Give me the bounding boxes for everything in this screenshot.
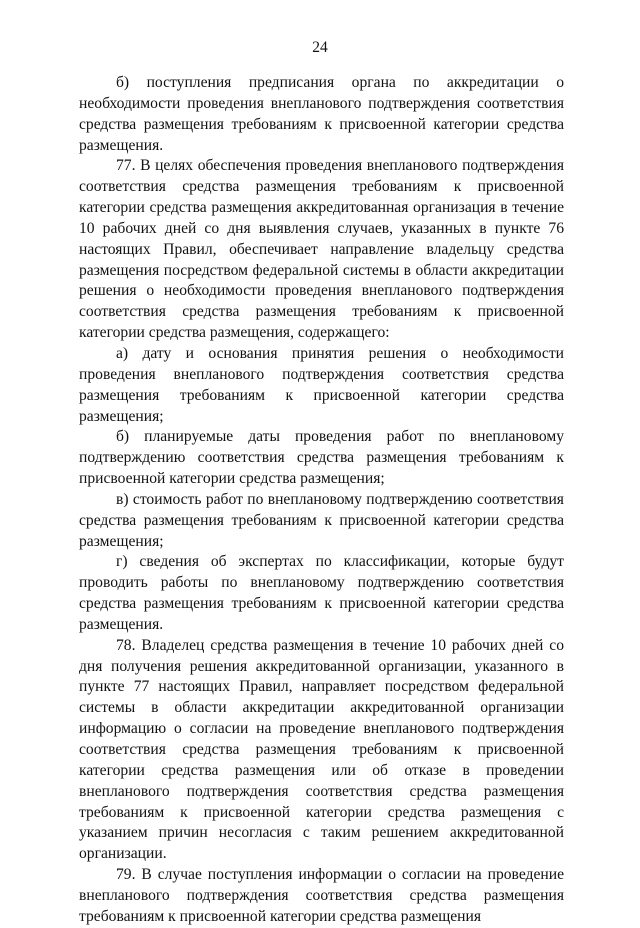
paragraph-77-item-a: а) дату и основания принятия решения о необходимости проведения внепланового подтверждения соответствия средства размещения требованиям к присвоенной категории средства размещения;	[79, 344, 564, 425]
paragraph-78: 78. Владелец средства размещения в течение 10 рабочих дней со дня получения решения аккредитованной организации, указанного в пункте 77 настоящих Правил, направляет посредством федеральной системы в области аккредитации аккредитованной организации информацию о согласии на проведение внепланового подтверждения соответствия средства размещения требованиям к присвоенной категории средства размещения или об отказе в проведении внепланового подтверждения соответствия средства размещения требованиям к присвоенной категории средства размещения с указанием причин несогласия с таким решением аккредитованной организации.	[79, 636, 564, 863]
page-number: 24	[312, 39, 328, 56]
paragraph-77-item-b: б) планируемые даты проведения работ по внеплановому подтверждению соответствия средства размещения требованиям к присвоенной категории средства размещения;	[79, 428, 564, 488]
document-body	[79, 73, 564, 928]
paragraph-77: 77. В целях обеспечения проведения внепланового подтверждения соответствия средства размещения требованиям к присвоенной категории средства размещения аккредитованная организация в течение 10 рабочих дней со дня выявления случаев, указанных в пункте 76 настоящих Правил, обеспечивает направление владельцу средства размещения посредством федеральной системы в области аккредитации решения о необходимости проведения внепланового подтверждения соответствия средства размещения требованиям к присвоенной категории средства размещения, содержащего:	[79, 157, 564, 342]
paragraph-79: 79. В случае поступления информации о согласии на проведение внепланового подтверждения соответствия средства размещения требованиям к присвоенной категории средства размещения	[79, 866, 564, 925]
paragraph-item-b-inspection: б) поступления предписания органа по аккредитации о необходимости проведения внепланового подтверждения соответствия средства размещения требованиям к присвоенной категории средства размещения.	[79, 74, 564, 154]
paragraph-77-item-g: г) сведения об экспертах по классификации, которые будут проводить работы по внеплановому подтверждению соответствия средства размещения требованиям к присвоенной категории средства размещения.	[79, 553, 564, 633]
paragraph-77-item-v: в) стоимость работ по внеплановому подтверждению соответствия средства размещения требованиям к присвоенной категории средства размещения;	[79, 490, 564, 550]
